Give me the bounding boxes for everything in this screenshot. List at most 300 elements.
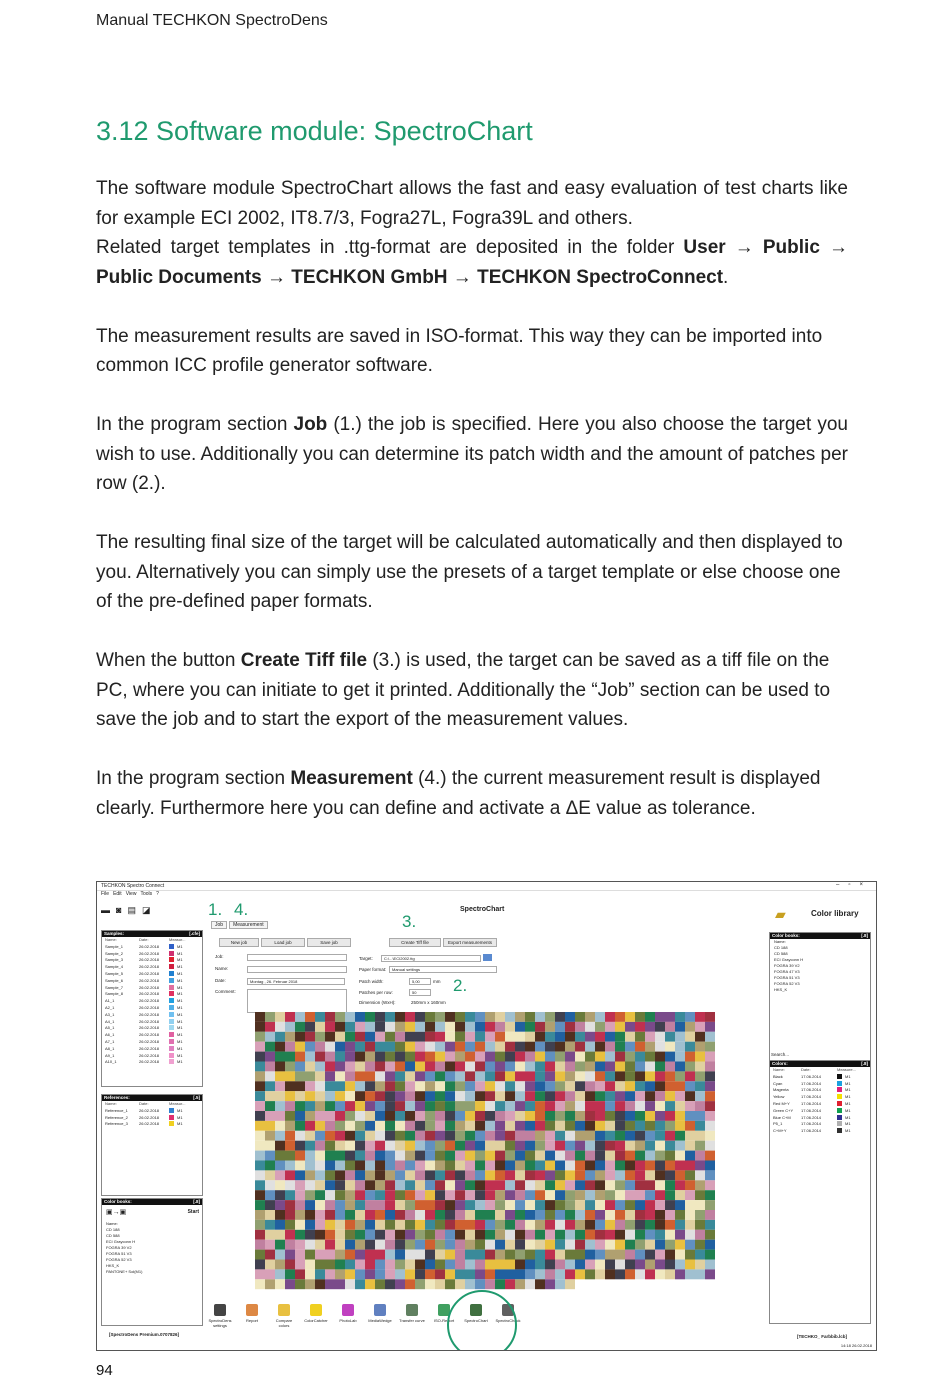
- chart-patch: [285, 1081, 295, 1091]
- chart-patch: [505, 1141, 515, 1151]
- chart-patch: [335, 1032, 345, 1042]
- tool-spectrodens-settings[interactable]: SpectroDens settings: [207, 1302, 233, 1328]
- colorbook-start-row: [102, 1205, 202, 1221]
- color-row[interactable]: Yellow 17.06.2014 M1: [773, 1094, 851, 1100]
- chart-patch: [255, 1081, 265, 1091]
- chart-patch: [485, 1062, 495, 1072]
- sample-row[interactable]: Sample_7 26.02.2018 M1: [105, 984, 183, 990]
- chart-patch: [275, 1250, 285, 1260]
- chart-patch: [545, 1141, 555, 1151]
- chart-patch: [255, 1210, 265, 1220]
- chart-patch: [545, 1062, 555, 1072]
- reference-row[interactable]: Reference_2 26.02.2018 M1: [105, 1114, 183, 1120]
- colorbook-item[interactable]: FOGRA 52 V3: [106, 1257, 132, 1262]
- chart-patch: [675, 1170, 685, 1180]
- chart-patch: [495, 1210, 505, 1220]
- chart-patch: [605, 1200, 615, 1210]
- chart-patch: [335, 1269, 345, 1279]
- chart-patch: [255, 1121, 265, 1131]
- sample-row[interactable]: Sample_6 26.02.2018 M1: [105, 977, 183, 983]
- chart-patch: [445, 1250, 455, 1260]
- chart-patch: [705, 1081, 715, 1091]
- chart-patch: [655, 1091, 665, 1101]
- chart-patch: [495, 1260, 505, 1270]
- chart-patch: [615, 1260, 625, 1270]
- chart-patch: [345, 1012, 355, 1022]
- chart-patch: [495, 1180, 505, 1190]
- tool-compare-colors[interactable]: Compare colors: [271, 1302, 297, 1328]
- chart-patch: [365, 1200, 375, 1210]
- colorbook-item[interactable]: HKS_K: [774, 987, 788, 992]
- chart-patch: [465, 1012, 475, 1022]
- chart-patch: [425, 1042, 435, 1052]
- sample-row[interactable]: Sample_5 26.02.2018 M1: [105, 970, 183, 976]
- job-field[interactable]: [247, 954, 347, 961]
- chart-patch: [445, 1012, 455, 1022]
- new-job-button[interactable]: New job: [219, 938, 259, 947]
- chart-patch: [545, 1052, 555, 1062]
- chart-patch: [405, 1279, 415, 1289]
- chart-patch: [595, 1210, 605, 1220]
- paper-format-select[interactable]: Manual settings: [389, 966, 497, 973]
- chart-patch: [395, 1012, 405, 1022]
- colorbook-item[interactable]: FOGRA 47 V3: [774, 969, 800, 974]
- chart-patch: [585, 1042, 595, 1052]
- chart-patch: [705, 1151, 715, 1161]
- chart-patch: [365, 1111, 375, 1121]
- chart-patch: [275, 1210, 285, 1220]
- chart-patch: [505, 1022, 515, 1032]
- chart-patch: [545, 1161, 555, 1171]
- chart-patch: [475, 1170, 485, 1180]
- chart-patch: [695, 1042, 705, 1052]
- sample-row[interactable]: A6_1 26.02.2018 M1: [105, 1032, 183, 1038]
- chart-patch: [625, 1210, 635, 1220]
- tool-transfer-curve[interactable]: Transfer curve: [399, 1302, 425, 1323]
- paragraph-1: The software module SpectroChart allows the fast and easy evaluation of test charts like for example ECI 2002, IT8.7/3, Fogra27L, Fogra39L and others. Related target templates in .ttg-format are deposited in the folder User → Public → Public Documents → TECHKON GmbH → TECHKON SpectroConnect.: [96, 178, 848, 288]
- sample-row[interactable]: Sample_8 26.02.2018 M1: [105, 991, 183, 997]
- chart-patch: [405, 1111, 415, 1121]
- chart-patch: [295, 1081, 305, 1091]
- menu-view[interactable]: View: [125, 891, 137, 897]
- colorbook-item[interactable]: FOGRA 52 V3: [774, 981, 800, 986]
- chart-patch: [325, 1161, 335, 1171]
- chart-patch: [595, 1121, 605, 1131]
- chart-patch: [515, 1220, 525, 1230]
- color-row[interactable]: Black 17.06.2014 M1: [773, 1073, 851, 1079]
- colorbook-item[interactable]: FOGRA 39 V2: [774, 963, 800, 968]
- chart-patch: [385, 1111, 395, 1121]
- chart-patch: [435, 1022, 445, 1032]
- chart-patch: [685, 1042, 695, 1052]
- chart-patch: [405, 1210, 415, 1220]
- chart-patch: [315, 1042, 325, 1052]
- chart-patch: [375, 1180, 385, 1190]
- chart-patch: [485, 1091, 495, 1101]
- camera-icon[interactable]: ◙: [116, 905, 122, 915]
- tool-mediawedge[interactable]: MediaWedge: [367, 1302, 393, 1323]
- chart-patch: [255, 1200, 265, 1210]
- chart-patch: [675, 1091, 685, 1101]
- menu-tools[interactable]: Tools: [140, 891, 153, 897]
- chart-patch: [305, 1052, 315, 1062]
- sample-row[interactable]: Sample_2 26.02.2018 M1: [105, 950, 183, 956]
- chart-patch: [305, 1269, 315, 1279]
- chart-patch: [585, 1111, 595, 1121]
- chart-patch: [345, 1062, 355, 1072]
- colorbook-item[interactable]: CD 588: [774, 951, 788, 956]
- chart-patch: [335, 1062, 345, 1072]
- chart-patch: [505, 1091, 515, 1101]
- chart-patch: [505, 1012, 515, 1022]
- chart-patch: [425, 1279, 435, 1289]
- chart-patch: [505, 1269, 515, 1279]
- chart-patch: [255, 1230, 265, 1240]
- tool-spectrochart[interactable]: SpectroChart: [463, 1302, 489, 1323]
- chart-patch: [475, 1101, 485, 1111]
- chart-patch: [395, 1071, 405, 1081]
- browse-icon[interactable]: [483, 954, 492, 961]
- chart-patch: [525, 1161, 535, 1171]
- chart-patch: [685, 1091, 695, 1101]
- menu-file[interactable]: File: [101, 891, 110, 897]
- chart-patch: [415, 1210, 425, 1220]
- chart-patch: [545, 1240, 555, 1250]
- chart-patch: [395, 1091, 405, 1101]
- chart-patch: [385, 1121, 395, 1131]
- chart-patch: [475, 1071, 485, 1081]
- sample-row[interactable]: A5_1 26.02.2018 M1: [105, 1025, 183, 1031]
- chart-patch: [655, 1121, 665, 1131]
- chart-patch: [705, 1111, 715, 1121]
- chart-patch: [505, 1279, 515, 1289]
- chart-patch: [335, 1180, 345, 1190]
- chart-patch: [375, 1091, 385, 1101]
- start-button[interactable]: Start: [187, 1209, 199, 1215]
- chart-patch: [405, 1022, 415, 1032]
- tool-spectrocheck[interactable]: SpectroCheck: [495, 1302, 521, 1323]
- color-library-icon: ▰: [775, 906, 786, 922]
- colorbook-item[interactable]: FOGRA 51 V3: [106, 1251, 132, 1256]
- chart-patch: [625, 1269, 635, 1279]
- chart-patch: [385, 1022, 395, 1032]
- window-controls[interactable]: –▫×: [836, 882, 872, 888]
- chart-patch: [655, 1190, 665, 1200]
- color-row[interactable]: C+M+Y 17.06.2014 M1: [773, 1128, 851, 1134]
- color-row[interactable]: Blue C+M 17.06.2014 M1: [773, 1114, 851, 1120]
- chart-patch: [695, 1032, 705, 1042]
- chart-patch: [295, 1240, 305, 1250]
- chart-patch: [445, 1240, 455, 1250]
- menu-help[interactable]: ?: [156, 891, 159, 897]
- chart-patch: [405, 1250, 415, 1260]
- chart-patch: [335, 1042, 345, 1052]
- tool-report[interactable]: Report: [239, 1302, 265, 1323]
- chart-patch: [375, 1012, 385, 1022]
- chart-patch: [475, 1042, 485, 1052]
- chart-patch: [655, 1200, 665, 1210]
- chart-patch: [605, 1260, 615, 1270]
- sample-row[interactable]: A3_1 26.02.2018 M1: [105, 1011, 183, 1017]
- date-label: Date:: [215, 978, 226, 983]
- body-text: [96, 174, 848, 853]
- chart-patch: [365, 1012, 375, 1022]
- chart-patch: [525, 1101, 535, 1111]
- colorbook-item[interactable]: FOGRA 39 V2: [106, 1245, 132, 1250]
- chart-patch: [465, 1250, 475, 1260]
- chart-patch: [555, 1269, 565, 1279]
- chart-patch: [685, 1170, 695, 1180]
- chart-patch: [285, 1032, 295, 1042]
- chart-patch: [325, 1022, 335, 1032]
- chart-patch: [275, 1190, 285, 1200]
- chart-patch: [525, 1062, 535, 1072]
- chart-patch: [405, 1091, 415, 1101]
- tool-iso-report[interactable]: ISO-Report: [431, 1302, 457, 1323]
- load-job-button[interactable]: Load job: [261, 938, 305, 947]
- chart-patch: [265, 1052, 275, 1062]
- target-field[interactable]: C:\...\ECI2002.ttg: [381, 955, 481, 962]
- patches-row-field[interactable]: 50: [409, 989, 431, 996]
- chart-patch: [465, 1081, 475, 1091]
- reference-row[interactable]: Reference_1 26.02.2018 M1: [105, 1107, 183, 1113]
- chart-patch: [395, 1260, 405, 1270]
- chart-patch: [275, 1240, 285, 1250]
- chart-patch: [605, 1161, 615, 1171]
- chart-patch: [655, 1161, 665, 1171]
- device-icon[interactable]: ▬: [101, 905, 110, 915]
- chart-patch: [595, 1250, 605, 1260]
- chart-patch: [285, 1170, 295, 1180]
- chart-patch: [465, 1121, 475, 1131]
- colorbook-item[interactable]: ECI Grayconn H: [106, 1239, 136, 1244]
- chart-patch: [355, 1091, 365, 1101]
- chart-patch: [465, 1101, 475, 1111]
- chart-patch: [425, 1101, 435, 1111]
- sample-row[interactable]: A4_1 26.02.2018 M1: [105, 1018, 183, 1024]
- right-colorbooks-panel: Color books: [.8] Name: CD 188 CD 588 ECI Grayconn H FOGRA 39 V2 FOGRA 47 V3 FOGRA 51 V3 FOGRA 52 V3 HKS_K: [769, 932, 871, 1074]
- chart-patch: [305, 1081, 315, 1091]
- menu-bar: [97, 891, 876, 899]
- chart-patch: [655, 1042, 665, 1052]
- chart-patch: [335, 1091, 345, 1101]
- chart-patch: [565, 1250, 575, 1260]
- chart-patch: [485, 1210, 495, 1220]
- chart-patch: [275, 1022, 285, 1032]
- chart-patch: [515, 1042, 525, 1052]
- chart-patch: [575, 1071, 585, 1081]
- chart-patch: [455, 1240, 465, 1250]
- chart-patch: [345, 1240, 355, 1250]
- chart-patch: [315, 1091, 325, 1101]
- chart-patch: [265, 1269, 275, 1279]
- sample-row[interactable]: Sample_3 26.02.2018 M1: [105, 957, 183, 963]
- chart-patch: [325, 1190, 335, 1200]
- chart-patch: [335, 1111, 345, 1121]
- chart-patch: [345, 1022, 355, 1032]
- chart-patch: [305, 1220, 315, 1230]
- tab-job[interactable]: Job: [211, 921, 227, 929]
- instrument-icon[interactable]: ◪: [141, 904, 151, 915]
- chart-patch: [435, 1032, 445, 1042]
- chart-patch: [415, 1161, 425, 1171]
- tool-colorcatcher[interactable]: ColorCatcher: [303, 1302, 329, 1323]
- chart-patch: [585, 1190, 595, 1200]
- chart-patch: [685, 1071, 695, 1081]
- chart-patch: [255, 1151, 265, 1161]
- color-row[interactable]: Cyan 17.06.2014 M1: [773, 1080, 851, 1086]
- chart-patch: [345, 1081, 355, 1091]
- colorbook-item[interactable]: PANTONE+ Sol(M1): [106, 1269, 143, 1274]
- chart-patch: [375, 1200, 385, 1210]
- chart-patch: [675, 1042, 685, 1052]
- chart-patch: [535, 1240, 545, 1250]
- chart-patch: [265, 1240, 275, 1250]
- sample-row[interactable]: A2_1 26.02.2018 M1: [105, 1004, 183, 1010]
- chart-patch: [365, 1240, 375, 1250]
- chart-patch: [595, 1131, 605, 1141]
- chart-patch: [695, 1022, 705, 1032]
- chart-patch: [425, 1052, 435, 1062]
- chart-patch: [555, 1161, 565, 1171]
- tool-photolab[interactable]: PhotoLab: [335, 1302, 361, 1323]
- chart-patch: [645, 1032, 655, 1042]
- chart-patch: [365, 1220, 375, 1230]
- chart-patch: [695, 1220, 705, 1230]
- chart-patch: [345, 1161, 355, 1171]
- chart-patch: [255, 1279, 265, 1289]
- chart-patch: [285, 1121, 295, 1131]
- color-row[interactable]: Green C+Y 17.06.2014 M1: [773, 1107, 851, 1113]
- export-measurements-button[interactable]: Export measurements: [443, 938, 497, 947]
- chart-patch: [705, 1062, 715, 1072]
- chart-patch: [445, 1161, 455, 1171]
- chart-patch: [665, 1161, 675, 1171]
- chart-patch: [445, 1022, 455, 1032]
- chart-patch: [395, 1279, 405, 1289]
- chart-patch: [625, 1240, 635, 1250]
- tab-measurement[interactable]: Measurement: [229, 921, 268, 929]
- chart-patch: [315, 1081, 325, 1091]
- color-row[interactable]: Magenta 17.06.2014 M1: [773, 1087, 851, 1093]
- chart-patch: [265, 1190, 275, 1200]
- chart-patch: [365, 1279, 375, 1289]
- chart-patch: [535, 1200, 545, 1210]
- colorbook-item[interactable]: FOGRA 51 V3: [774, 975, 800, 980]
- chart-patch: [275, 1260, 285, 1270]
- scanner-icon[interactable]: ▤: [127, 904, 136, 915]
- chart-patch: [335, 1151, 345, 1161]
- chart-patch: [675, 1240, 685, 1250]
- save-job-button[interactable]: Save job: [307, 938, 351, 947]
- patch-width-field[interactable]: 5,00: [409, 978, 431, 985]
- chart-patch: [615, 1170, 625, 1180]
- chart-patch: [625, 1200, 635, 1210]
- chart-patch: [265, 1062, 275, 1072]
- color-row[interactable]: P5_1 17.06.2014 M1: [773, 1121, 851, 1127]
- chart-patch: [485, 1042, 495, 1052]
- chart-patch: [285, 1260, 295, 1270]
- chart-patch: [295, 1091, 305, 1101]
- comment-field[interactable]: [247, 989, 347, 1013]
- highlight-circle: [447, 1290, 517, 1351]
- chart-patch: [615, 1062, 625, 1072]
- sample-row[interactable]: A8_1 26.02.2018 M1: [105, 1045, 183, 1051]
- chart-patch: [595, 1161, 605, 1171]
- chart-patch: [365, 1062, 375, 1072]
- create-tiff-button[interactable]: Create Tiff file: [389, 938, 441, 947]
- chart-patch: [345, 1121, 355, 1131]
- chart-patch: [375, 1121, 385, 1131]
- colorbook-item[interactable]: CD 588: [106, 1233, 120, 1238]
- sample-row[interactable]: A9_1 26.02.2018 M1: [105, 1052, 183, 1058]
- chart-patch: [575, 1210, 585, 1220]
- chart-patch: [655, 1012, 665, 1022]
- sample-row[interactable]: A7_1 26.02.2018 M1: [105, 1038, 183, 1044]
- chart-patch: [355, 1022, 365, 1032]
- colorbook-item[interactable]: CD 188: [774, 945, 788, 950]
- chart-patch: [695, 1052, 705, 1062]
- chart-patch: [285, 1161, 295, 1171]
- colorbook-item[interactable]: HKS_K: [106, 1263, 120, 1268]
- chart-patch: [485, 1190, 495, 1200]
- chart-patch: [395, 1042, 405, 1052]
- chart-patch: [675, 1210, 685, 1220]
- chart-patch: [455, 1071, 465, 1081]
- chart-patch: [345, 1180, 355, 1190]
- chart-patch: [395, 1180, 405, 1190]
- colorbook-item[interactable]: ECI Grayconn H: [774, 957, 804, 962]
- colorbook-item[interactable]: CD 188: [106, 1227, 120, 1232]
- chart-patch: [515, 1062, 525, 1072]
- date-field[interactable]: Montag , 26. Februar 2018: [247, 978, 345, 985]
- chart-patch: [475, 1012, 485, 1022]
- color-row[interactable]: Red M+Y 17.06.2014 M1: [773, 1100, 851, 1106]
- chart-patch: [685, 1161, 695, 1171]
- menu-edit[interactable]: Edit: [113, 891, 122, 897]
- sample-row[interactable]: Sample_4 26.02.2018 M1: [105, 964, 183, 970]
- name-field[interactable]: [247, 966, 347, 973]
- chart-patch: [335, 1121, 345, 1131]
- chart-patch: [545, 1220, 555, 1230]
- chart-patch: [405, 1260, 415, 1270]
- reference-row[interactable]: Reference_3 26.02.2018 M1: [105, 1121, 183, 1127]
- sample-row[interactable]: A10_1 26.02.2018 M1: [105, 1059, 183, 1065]
- chart-patch: [645, 1190, 655, 1200]
- sample-row[interactable]: A1_1 26.02.2018 M1: [105, 998, 183, 1004]
- chart-patch: [555, 1141, 565, 1151]
- sample-row[interactable]: Sample_1 26.02.2018 M1: [105, 943, 183, 949]
- chart-patch: [705, 1269, 715, 1279]
- chart-patch: [635, 1131, 645, 1141]
- chart-patch: [455, 1250, 465, 1260]
- chart-patch: [445, 1269, 455, 1279]
- chart-patch: [575, 1161, 585, 1171]
- chart-patch: [385, 1269, 395, 1279]
- chart-patch: [375, 1042, 385, 1052]
- chart-patch: [705, 1052, 715, 1062]
- chart-patch: [285, 1022, 295, 1032]
- window-title: TECHKON Spectro Connect: [101, 883, 165, 889]
- chart-patch: [505, 1071, 515, 1081]
- chart-patch: [265, 1081, 275, 1091]
- search-field[interactable]: Search...: [771, 1052, 790, 1057]
- chart-patch: [565, 1230, 575, 1240]
- chart-patch: [535, 1052, 545, 1062]
- chart-patch: [305, 1151, 315, 1161]
- chart-patch: [455, 1200, 465, 1210]
- chart-patch: [365, 1230, 375, 1240]
